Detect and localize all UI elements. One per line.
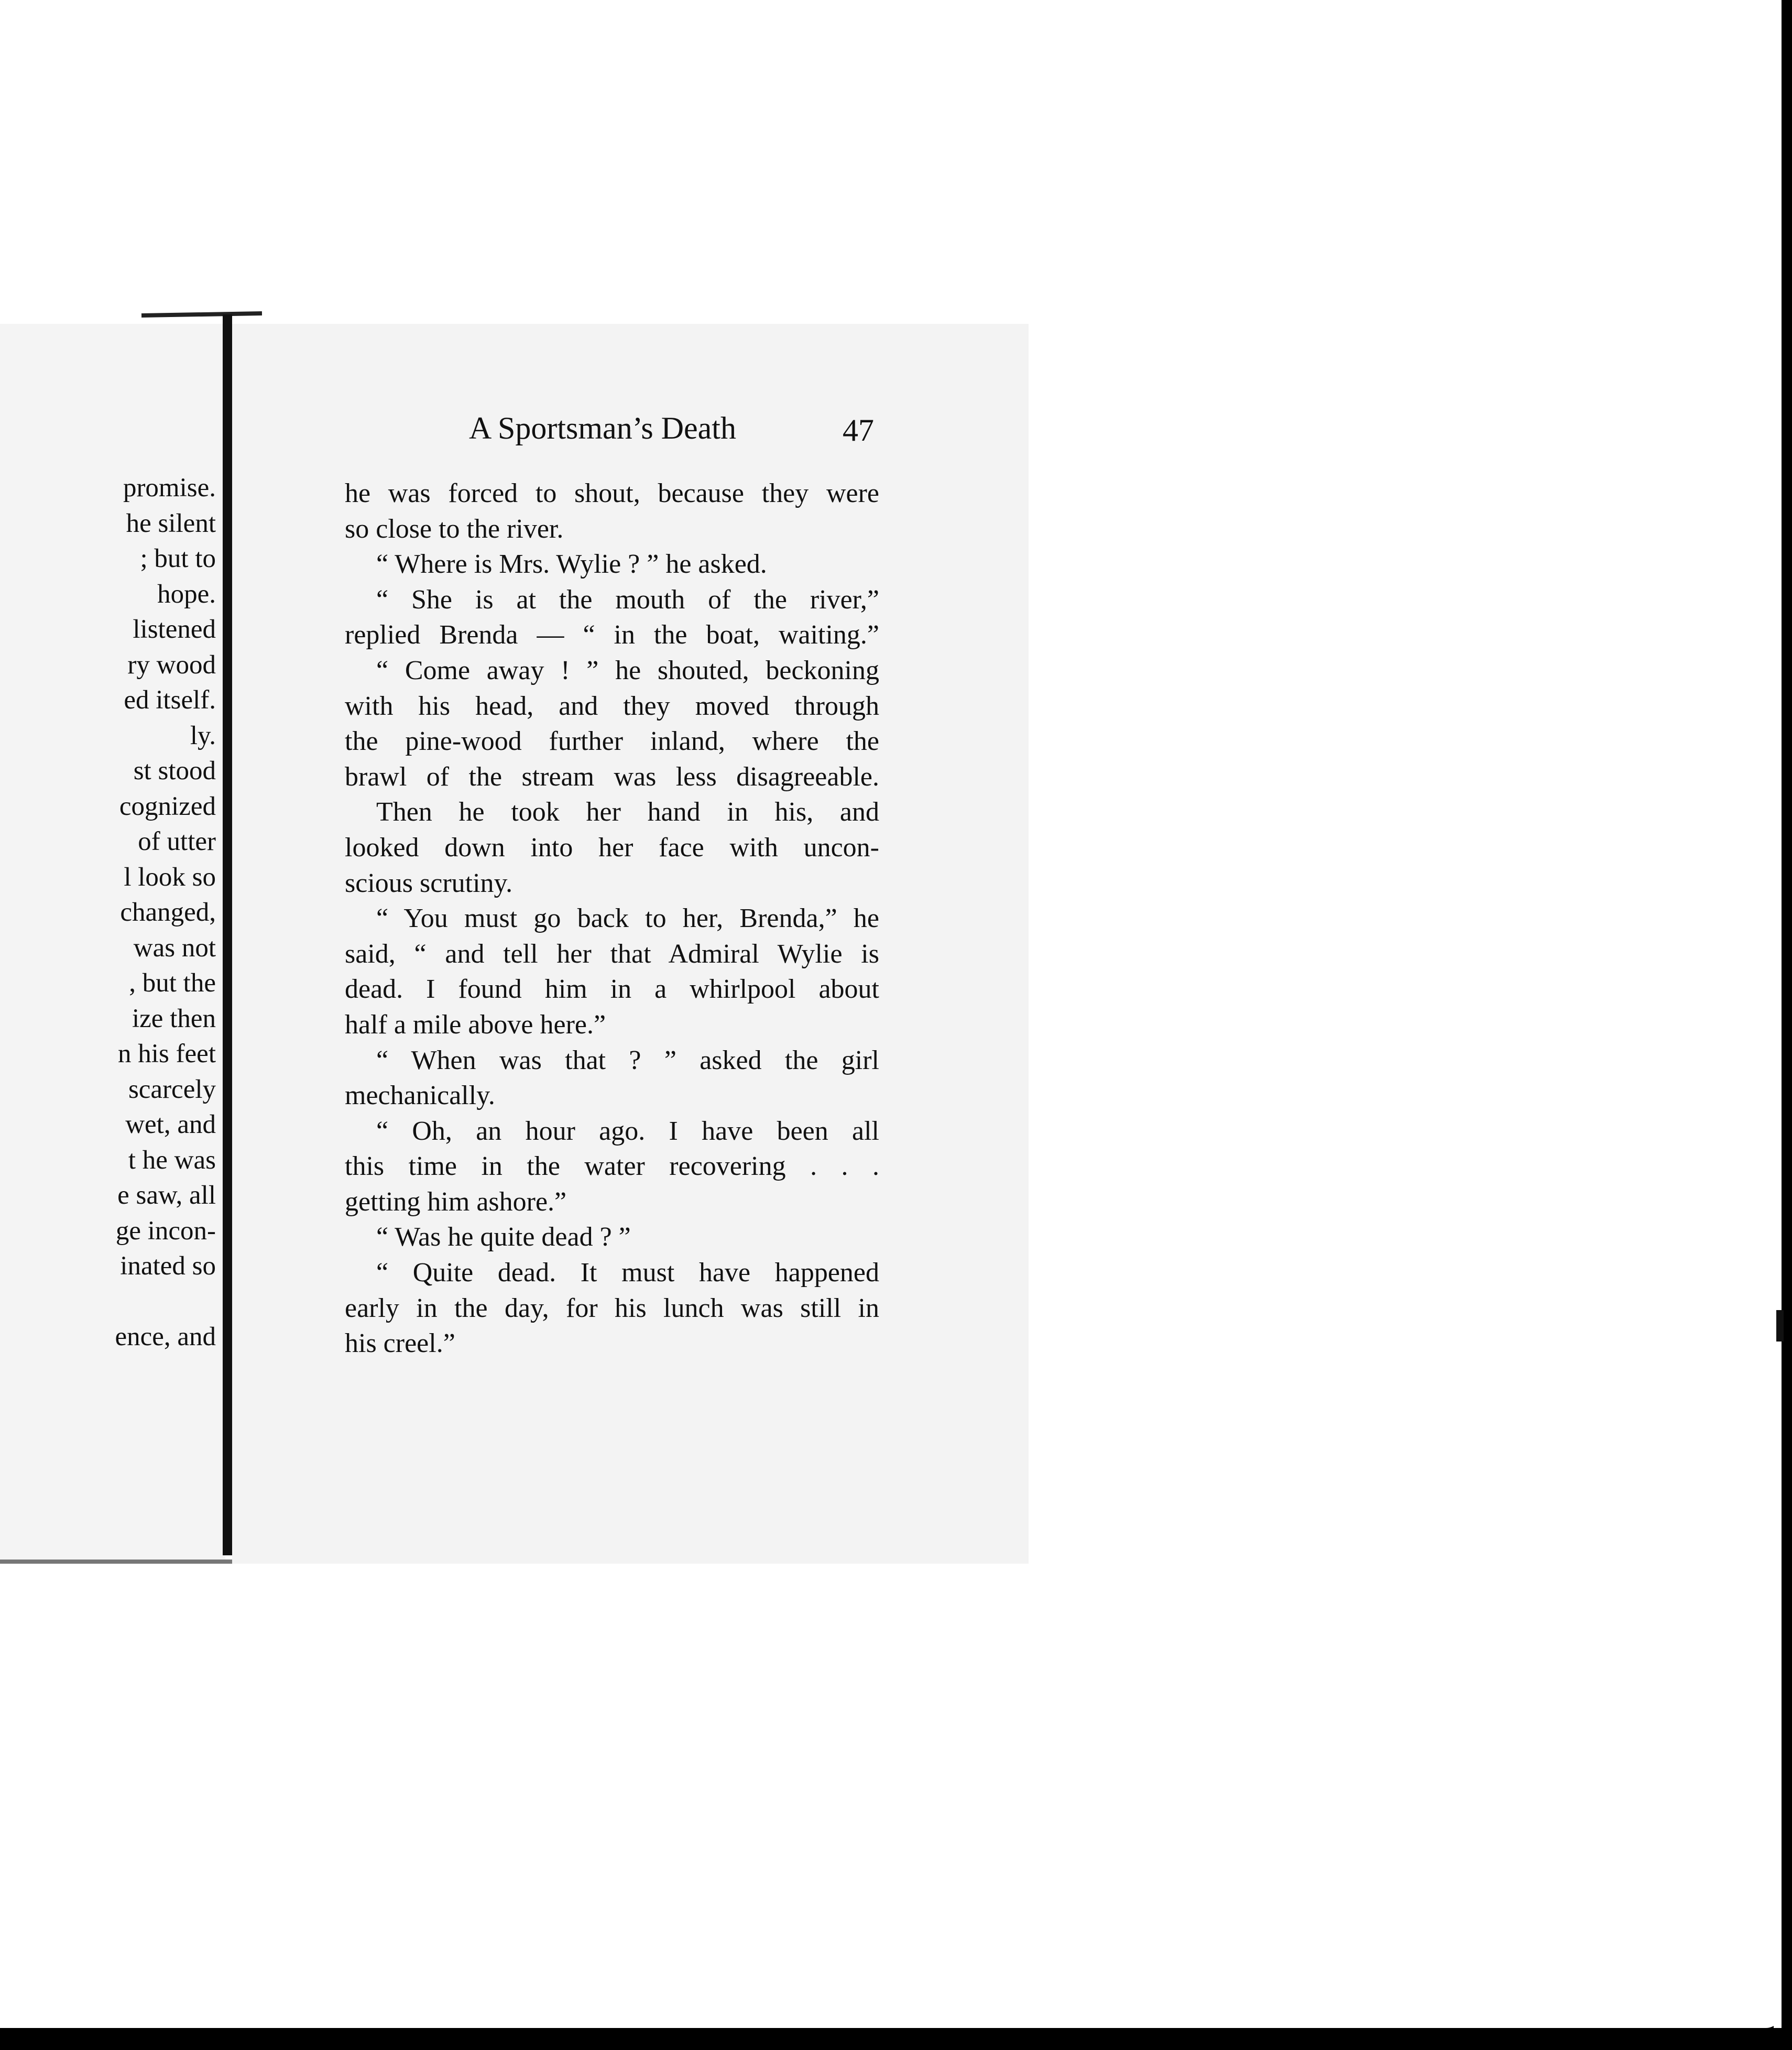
text-line: “ Oh, an hour ago. I have been all xyxy=(376,1116,879,1146)
left-page-line: ; but to xyxy=(140,544,216,573)
left-page-line: ize then xyxy=(132,1004,216,1033)
left-page-line: l look so xyxy=(124,862,216,892)
left-page-line: st stood xyxy=(133,756,216,786)
left-page-line: ly. xyxy=(190,721,216,750)
left-page-line: scarcely xyxy=(128,1074,216,1104)
left-page-line: t he was xyxy=(128,1145,216,1175)
text-line: his creel.” xyxy=(345,1328,455,1359)
text-line: so close to the river. xyxy=(345,514,564,544)
text-line: “ Where is Mrs. Wylie ? ” he asked. xyxy=(376,549,767,580)
left-page xyxy=(0,324,225,1564)
text-line: with his head, and they moved through xyxy=(345,691,879,721)
left-page-line: e saw, all xyxy=(117,1181,216,1210)
text-line: “ Come away ! ” he shouted, beckoning xyxy=(376,655,879,685)
left-page-line: listened xyxy=(133,615,216,644)
left-page-line: changed, xyxy=(120,898,216,927)
text-line: getting him ashore.” xyxy=(345,1186,567,1217)
text-line: “ When was that ? ” asked the girl xyxy=(376,1045,879,1075)
text-line: looked down into her face with uncon- xyxy=(345,832,879,863)
left-page-line xyxy=(0,1284,216,1320)
left-page-line: ge incon- xyxy=(115,1216,216,1246)
scan-edge xyxy=(1774,0,1782,2028)
left-page-line: , but the xyxy=(129,968,216,998)
left-page-line: promise. xyxy=(123,473,216,503)
body-text xyxy=(345,476,879,1361)
left-page-line: he silent xyxy=(126,508,216,538)
left-page-line: ed itself. xyxy=(124,685,216,715)
binding-bottom-edge xyxy=(0,1560,236,1564)
left-page-line: n his feet xyxy=(118,1039,216,1068)
left-page-line: was not xyxy=(133,933,216,963)
text-line: “ Quite dead. It must have happened xyxy=(376,1258,879,1288)
left-page-line: ence, and xyxy=(115,1322,216,1351)
left-page-line: cognized xyxy=(119,791,216,821)
text-line: Then he took her hand in his, and xyxy=(376,797,879,827)
text-line: “ Was he quite dead ? ” xyxy=(376,1222,631,1252)
left-page-line: ry wood xyxy=(127,650,216,680)
text-line: half a mile above here.” xyxy=(345,1009,606,1040)
text-line: “ She is at the mouth of the river,” xyxy=(376,584,879,615)
left-page-text xyxy=(0,471,216,1355)
text-line: this time in the water recovering . . . xyxy=(345,1151,879,1182)
left-page-line: inated so xyxy=(120,1251,216,1281)
text-line: he was forced to shout, because they were xyxy=(345,478,879,508)
text-line: mechanically. xyxy=(345,1081,495,1111)
scan-edge-mark xyxy=(1776,1310,1784,1342)
running-title: A Sportsman’s Death xyxy=(469,411,736,445)
text-line: dead. I found him in a whirlpool about xyxy=(345,974,879,1005)
text-line: scious scrutiny. xyxy=(345,868,513,898)
left-page-line: wet, and xyxy=(125,1110,216,1139)
right-page xyxy=(232,324,1029,1564)
left-page-line: hope. xyxy=(157,579,216,609)
left-page-line: of utter xyxy=(138,827,216,856)
text-line: said, “ and tell her that Admiral Wylie is xyxy=(345,939,879,969)
text-line: early in the day, for his lunch was still in xyxy=(345,1293,879,1323)
text-line: replied Brenda — “ in the boat, waiting.” xyxy=(345,620,879,650)
text-line: the pine-wood further inland, where the xyxy=(345,726,879,757)
text-line: “ You must go back to her, Brenda,” he xyxy=(376,903,879,934)
book-gutter xyxy=(223,314,232,1555)
page-number: 47 xyxy=(843,413,874,448)
text-line: brawl of the stream was less disagreeable. xyxy=(345,761,879,792)
